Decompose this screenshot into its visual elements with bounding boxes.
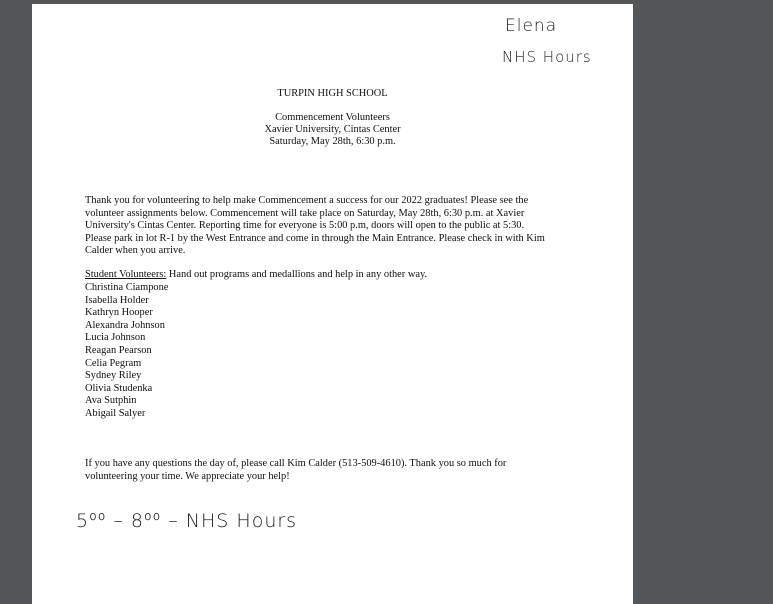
volunteer-name: Ava Sutphin [85,395,137,407]
handwritten-nhs-hours: NHS Hours [502,48,592,66]
volunteer-name: Kathryn Hooper [85,307,153,319]
volunteer-name: Abigail Salyer [85,408,146,419]
intro-line: Thank you for volunteering to help make Commencement a success for our 2022 graduates! Please see the [85,195,529,206]
volunteer-name: Sydney Riley [85,370,142,382]
document-page [32,4,633,604]
intro-line: Calder when you arrive. [85,245,186,257]
handwritten-name: Elena [505,16,558,36]
volunteers-description: Hand out programs and medallions and help in any other way. [166,269,428,280]
volunteers-heading: Student Volunteers: [85,269,167,280]
closing-line: If you have any questions the day of, please call Kim Calder (513-509-4610). Thank you so much for [85,458,507,469]
intro-line: volunteer assignments below. Commencement will take place on Saturday, May 28th, 6:30 p.m. at Xavier [85,207,525,219]
volunteer-name: Christina Ciampone [85,282,169,293]
intro-line: University's Cintas Center. Reporting time for everyone is 5:00 p.m, doors will open to the public at 5:30. [85,220,525,232]
event-title: Commencement Volunteers [275,112,390,123]
volunteer-name: Olivia Studenka [85,382,153,394]
volunteer-name: Reagan Pearson [85,345,152,356]
handwritten-hours-note: 5⁰⁰ – 8⁰⁰ – NHS Hours [76,510,298,532]
volunteer-name: Celia Pegram [85,357,142,369]
event-date: Saturday, May 28th, 6:30 p.m. [269,136,396,147]
closing-line: volunteering your time. We appreciate your help! [85,470,290,482]
volunteers-heading-line [85,269,427,282]
volunteer-name: Lucia Johnson [85,332,146,344]
volunteer-name: Isabella Holder [85,294,149,306]
intro-line: Please park in lot R-1 by the West Entrance and come in through the Main Entrance. Please check in with Kim [85,232,545,244]
school-name: TURPIN HIGH SCHOOL [277,88,388,99]
volunteer-name: Alexandra Johnson [85,319,165,331]
event-venue: Xavier University, Cintas Center [264,124,401,135]
